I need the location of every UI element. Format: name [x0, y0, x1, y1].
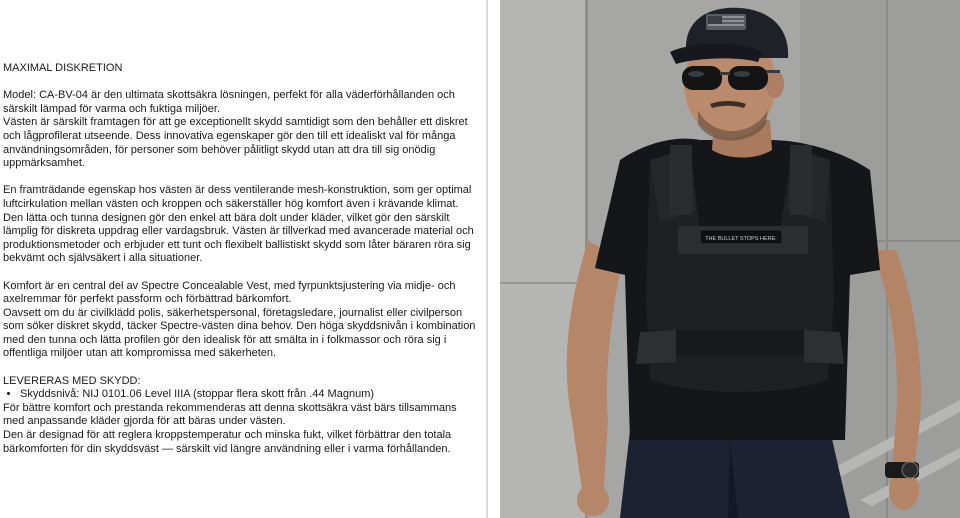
description-paragraph: Komfort är en central del av Spectre Concealable Vest, med fyrpunktsjustering via midje- och axelremmar för perfekt passform och förbättrad bärkomfort.	[3, 279, 456, 306]
description-paragraph: Den lätta och tunna designen gör den enkel att bära dolt under kläder, vilket gör den särskilt lämplig för diskreta uppdrag eller vardagsbruk. Västen är tillverkad med avancerade material och produktionsmetoder och erbjuder ett tunt och flexibelt ballistiskt skydd som låter bäraren röra sig bekvämt och självsäkert i alla situationer.	[3, 211, 474, 265]
vest-model-illustration	[500, 0, 960, 518]
protection-list	[3, 388, 478, 402]
panel-divider	[486, 0, 488, 518]
description-paragraph: En framträdande egenskap hos västen är dess ventilerande mesh-konstruktion, som ger optimal luftcirkulation mellan västen och kroppen och säkerställer hög komfort även i krävande klimat.	[3, 184, 472, 210]
closing-paragraph: Den är designad för att reglera kroppstemperatur och minska fukt, vilket förbättrar den totala bärkomforten för din skyddsväst — särskilt vid längre användning eller i varma förhållanden.	[3, 429, 452, 455]
description-paragraph: Oavsett om du är civilklädd polis, säkerhetspersonal, företagsledare, journalist eller civilperson som söker diskret skydd, täcker Spectre-västen dina behov. Den höga skyddsnivån i kombination med den tunna och lätta profilen gör den idealisk för att smälta in i folkmassor och röra sig i offentliga miljöer utan att kompromissa med säkerheten.	[3, 306, 476, 360]
closing-paragraph: För bättre komfort och prestanda rekommenderas att denna skottsäkra väst bärs tillsammans med anpassande kläder gjorda för att bäras under västen.	[3, 401, 457, 428]
vest-patch-text: THE BULLET STOPS HERE.	[705, 236, 777, 242]
section-heading: MAXIMAL DISKRETION	[3, 62, 123, 74]
product-photo	[500, 0, 960, 518]
description-paragraph: Västen är särskilt framtagen för att ge exceptionellt skydd samtidigt som den behåller ett diskret och lågprofilerat utseende. Dess innovativa egenskaper gör den till ett idealiskt val för många användningsområden, för personer som behöver pålitligt skydd utan att dra till sig onödig uppmärksamhet.	[3, 116, 468, 170]
delivered-with-heading: LEVERERAS MED SKYDD:	[3, 374, 141, 387]
list-item: • Skyddsnivå: NIJ 0101.06 Level IIIA (stoppar flera skott från .44 Magnum)	[20, 388, 478, 402]
description-paragraph: Model: CA-BV-04 är den ultimata skottsäkra lösningen, perfekt för alla väderförhållanden och särskilt lämpad för varma och fuktiga miljöer.	[3, 89, 455, 115]
